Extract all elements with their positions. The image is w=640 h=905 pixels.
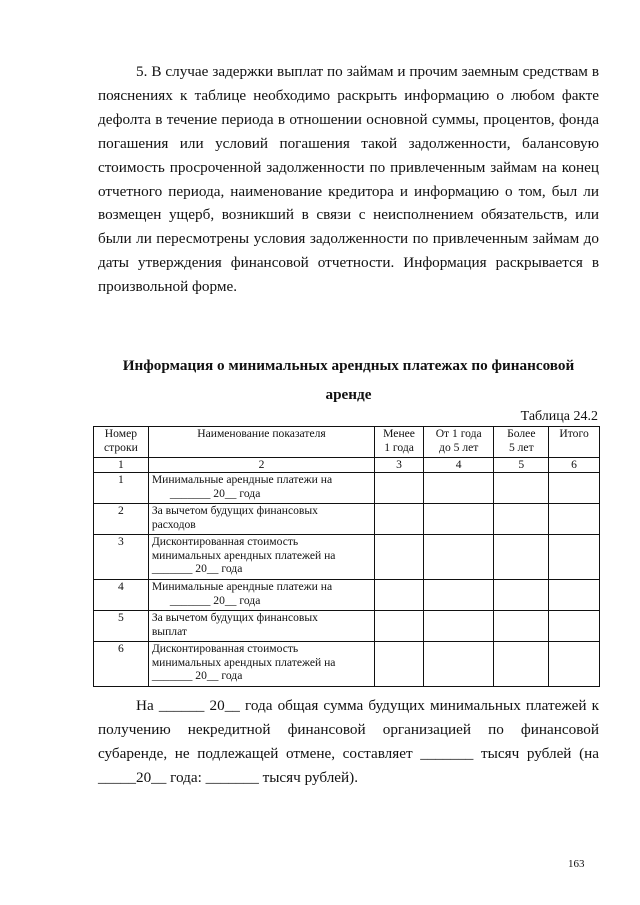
row-number: 1 <box>94 473 149 504</box>
row-indicator: Дисконтированная стоимость минимальных арендных платежей на _______ 20__ года <box>148 642 374 687</box>
table-row <box>94 504 600 535</box>
paragraph-text: На ______ 20__ года общая сумма будущих минимальных платежей к получению некредитной финансовой организацией по финансовой субаренде, не подлежащей отмене, составляет _______ тысяч рублей (на _____20__ года: _______ тысяч рублей). <box>98 697 599 786</box>
value-cell <box>423 473 493 504</box>
value-cell <box>494 580 549 611</box>
value-cell <box>423 580 493 611</box>
header-indicator-name: Наименование показателя <box>148 427 374 458</box>
column-number: 1 <box>94 458 149 473</box>
header-less-than-1-year: Менее 1 года <box>375 427 424 458</box>
page-number: 163 <box>568 858 585 870</box>
value-cell <box>549 580 600 611</box>
row-indicator: За вычетом будущих финансовых выплат <box>148 611 374 642</box>
table-label: Таблица 24.2 <box>520 409 598 424</box>
row-indicator: Минимальные арендные платежи на _______ 20__ года <box>148 580 374 611</box>
value-cell <box>375 611 424 642</box>
value-cell <box>549 642 600 687</box>
value-cell <box>549 535 600 580</box>
row-indicator: За вычетом будущих финансовых расходов <box>148 504 374 535</box>
section-heading-line1: Информация о минимальных арендных платежах по финансовой <box>122 357 575 374</box>
row-number: 2 <box>94 504 149 535</box>
column-number: 5 <box>494 458 549 473</box>
header-1-to-5-years: От 1 года до 5 лет <box>423 427 493 458</box>
row-number: 3 <box>94 535 149 580</box>
value-cell <box>375 580 424 611</box>
column-number: 4 <box>423 458 493 473</box>
header-total: Итого <box>549 427 600 458</box>
paragraph-text: 5. В случае задержки выплат по займам и прочим заемным средствам в пояснениях к таблице необходимо раскрыть информацию о любом факте дефолта в течение периода в отношении основной суммы, процентов, фонда погашения или условий погашения такой задолженности, балансовую стоимость просроченной задолженности по привлеченным займам на конец отчетного периода, наименование кредитора и информацию о том, был ли возмещен ущерб, возникший в связи с неисполнением обязательств, или были ли пересмотрены условия задолженности по привлеченным займам до даты утверждения финансовой отчетности. Информация раскрывается в произвольной форме. <box>98 63 599 296</box>
row-indicator: Минимальные арендные платежи на _______ 20__ года <box>148 473 374 504</box>
section-heading-line2: аренде <box>325 386 372 403</box>
value-cell <box>494 473 549 504</box>
column-number-row <box>94 458 600 473</box>
value-cell <box>423 611 493 642</box>
value-cell <box>494 642 549 687</box>
value-cell <box>494 535 549 580</box>
row-number: 5 <box>94 611 149 642</box>
row-indicator: Дисконтированная стоимость минимальных арендных платежей на _______ 20__ года <box>148 535 374 580</box>
lease-payments-table <box>93 426 600 687</box>
value-cell <box>375 473 424 504</box>
value-cell <box>549 504 600 535</box>
value-cell <box>423 504 493 535</box>
value-cell <box>375 535 424 580</box>
value-cell <box>375 504 424 535</box>
paragraph-sublease-total <box>98 694 599 790</box>
table-row <box>94 535 600 580</box>
table-row <box>94 611 600 642</box>
paragraph-default-disclosure <box>98 60 599 299</box>
table-row <box>94 642 600 687</box>
column-number: 6 <box>549 458 600 473</box>
value-cell <box>423 535 493 580</box>
header-more-than-5-years: Более 5 лет <box>494 427 549 458</box>
row-number: 6 <box>94 642 149 687</box>
header-row-number: Номер строки <box>94 427 149 458</box>
value-cell <box>549 611 600 642</box>
row-number: 4 <box>94 580 149 611</box>
column-number: 3 <box>375 458 424 473</box>
value-cell <box>494 611 549 642</box>
value-cell <box>494 504 549 535</box>
table-row <box>94 473 600 504</box>
table-header-row <box>94 427 600 458</box>
value-cell <box>375 642 424 687</box>
value-cell <box>423 642 493 687</box>
column-number: 2 <box>148 458 374 473</box>
value-cell <box>549 473 600 504</box>
table-row <box>94 580 600 611</box>
